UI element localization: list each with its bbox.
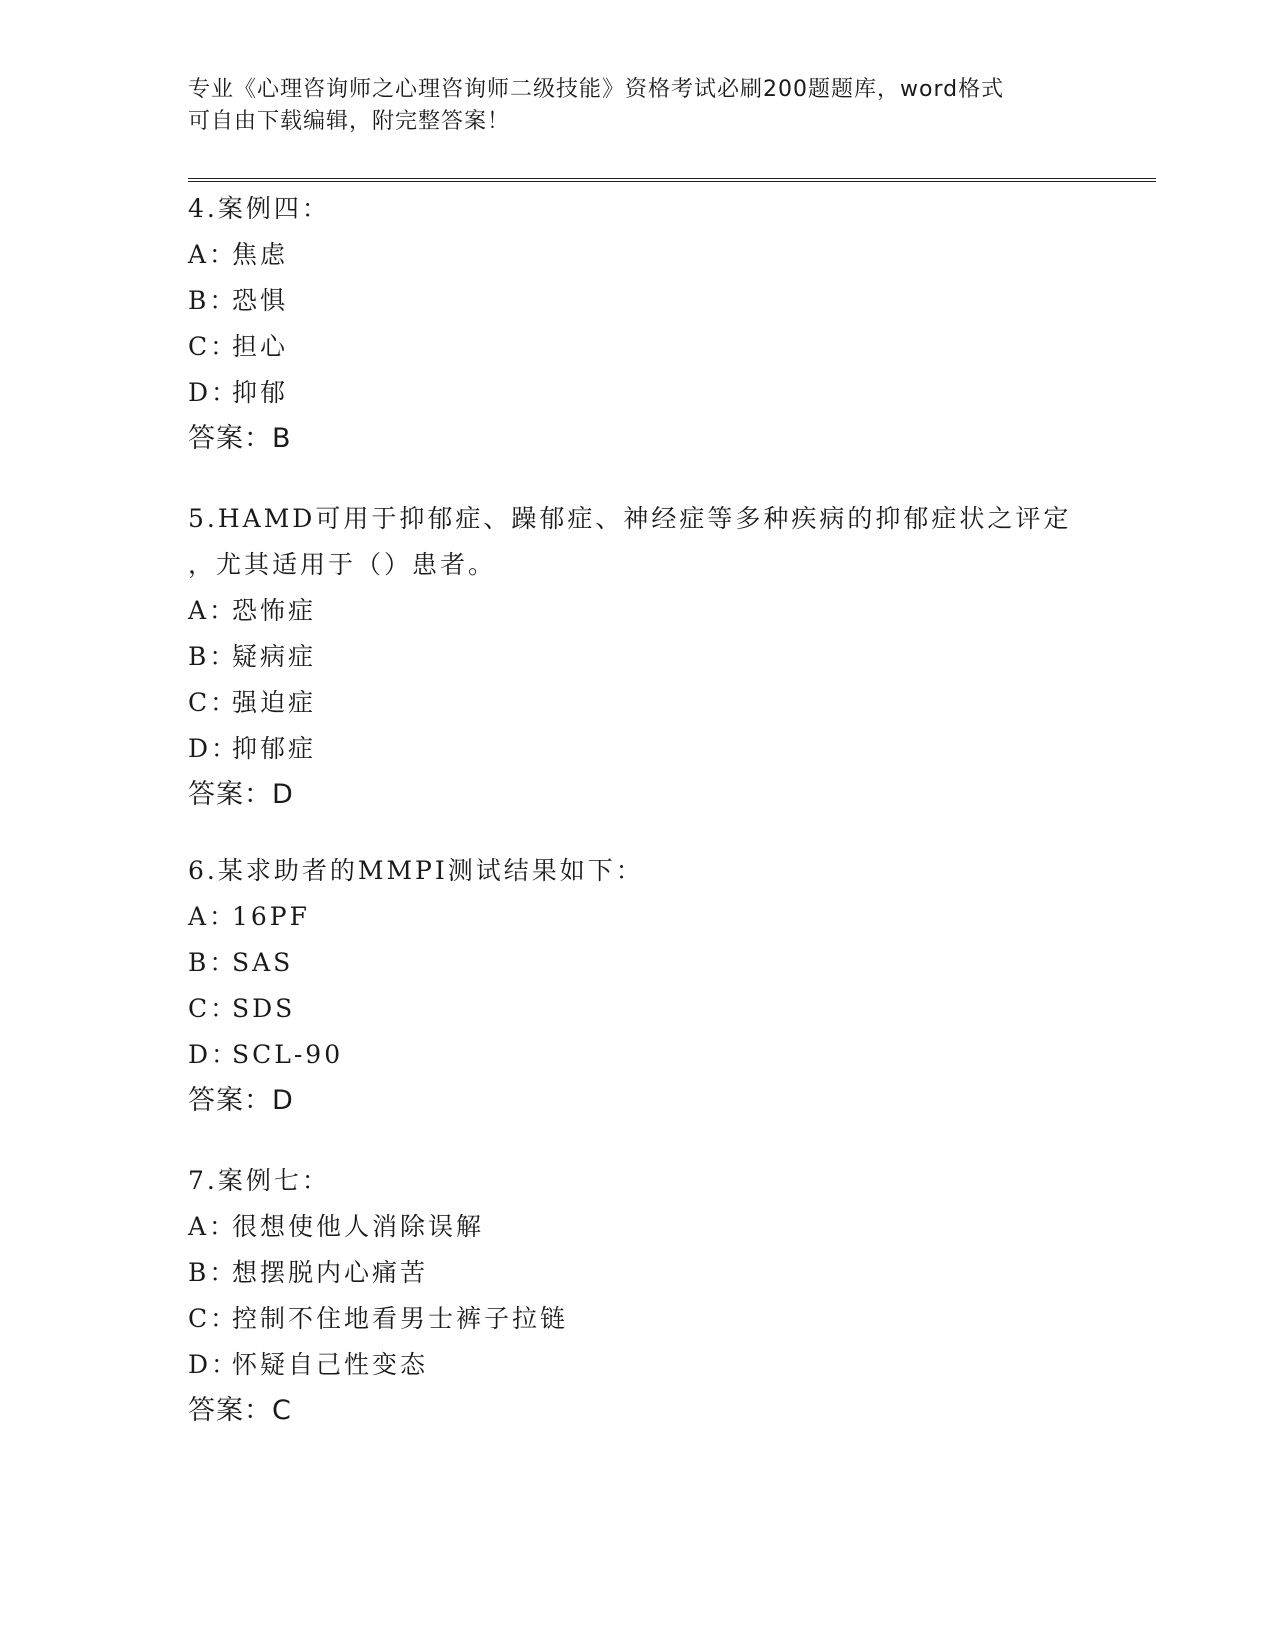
document-header: [188, 74, 1068, 138]
option-text: 焦虑: [232, 240, 289, 269]
question-stem: 6.某求助者的MMPI测试结果如下：: [188, 856, 644, 885]
option-d: [188, 370, 1088, 416]
option-c: [188, 1296, 1088, 1342]
option-text: SAS: [232, 948, 294, 977]
header-divider: [188, 178, 1156, 182]
option-text: 恐怖症: [232, 596, 317, 625]
option-a: [188, 894, 1088, 940]
option-letter: C：: [188, 332, 239, 361]
option-letter: A：: [188, 902, 238, 931]
option-text: 很想使他人消除误解: [232, 1212, 485, 1241]
option-letter: D：: [188, 1040, 240, 1069]
question-5: [188, 496, 1088, 818]
answer: 答案：B: [188, 423, 292, 454]
question-stem-line-1: 5.HAMD可用于抑郁症、躁郁症、神经症等多种疾病的抑郁症状之评定: [188, 504, 1072, 533]
option-letter: D：: [188, 1350, 240, 1379]
option-letter: A：: [188, 1212, 238, 1241]
option-text: 控制不住地看男士裤子拉链: [232, 1304, 569, 1333]
option-letter: B：: [188, 642, 238, 671]
question-7: [188, 1158, 1088, 1434]
option-text: 抑郁: [232, 378, 289, 407]
option-b: [188, 1250, 1088, 1296]
option-text: 16PF: [232, 902, 310, 931]
option-text: SDS: [232, 994, 296, 1023]
option-text: 怀疑自己性变态: [232, 1350, 429, 1379]
option-letter: C：: [188, 688, 239, 717]
option-d: [188, 1032, 1088, 1078]
option-text: SCL-90: [232, 1040, 344, 1069]
question-4: [188, 186, 1088, 462]
option-b: [188, 634, 1088, 680]
option-letter: A：: [188, 596, 238, 625]
option-c: [188, 680, 1088, 726]
option-letter: D：: [188, 378, 240, 407]
option-c: [188, 324, 1088, 370]
answer: 答案：D: [188, 779, 294, 810]
option-text: 想摆脱内心痛苦: [232, 1258, 429, 1287]
option-c: [188, 986, 1088, 1032]
option-letter: D：: [188, 734, 240, 763]
option-d: [188, 1342, 1088, 1388]
option-text: 强迫症: [232, 688, 317, 717]
option-letter: B：: [188, 1258, 238, 1287]
option-letter: C：: [188, 1304, 239, 1333]
question-stem-line-2: ，尤其适用于（）患者。: [188, 550, 497, 579]
option-letter: B：: [188, 948, 238, 977]
option-a: [188, 588, 1088, 634]
header-line-1: 专业《心理咨询师之心理咨询师二级技能》资格考试必刷200题题库，word格式: [188, 77, 1005, 102]
option-letter: C：: [188, 994, 239, 1023]
question-stem: 7.案例七：: [188, 1166, 330, 1195]
option-d: [188, 726, 1088, 772]
answer: 答案：D: [188, 1085, 294, 1116]
option-text: 担心: [232, 332, 289, 361]
option-letter: B：: [188, 286, 238, 315]
option-a: [188, 232, 1088, 278]
option-text: 疑病症: [232, 642, 317, 671]
option-text: 恐惧: [232, 286, 289, 315]
option-b: [188, 940, 1088, 986]
question-stem: 4.案例四：: [188, 194, 330, 223]
option-b: [188, 278, 1088, 324]
answer: 答案：C: [188, 1395, 292, 1426]
header-line-2: 可自由下载编辑，附完整答案！: [188, 109, 511, 134]
option-a: [188, 1204, 1088, 1250]
question-6: [188, 848, 1088, 1124]
option-letter: A：: [188, 240, 238, 269]
option-text: 抑郁症: [232, 734, 317, 763]
